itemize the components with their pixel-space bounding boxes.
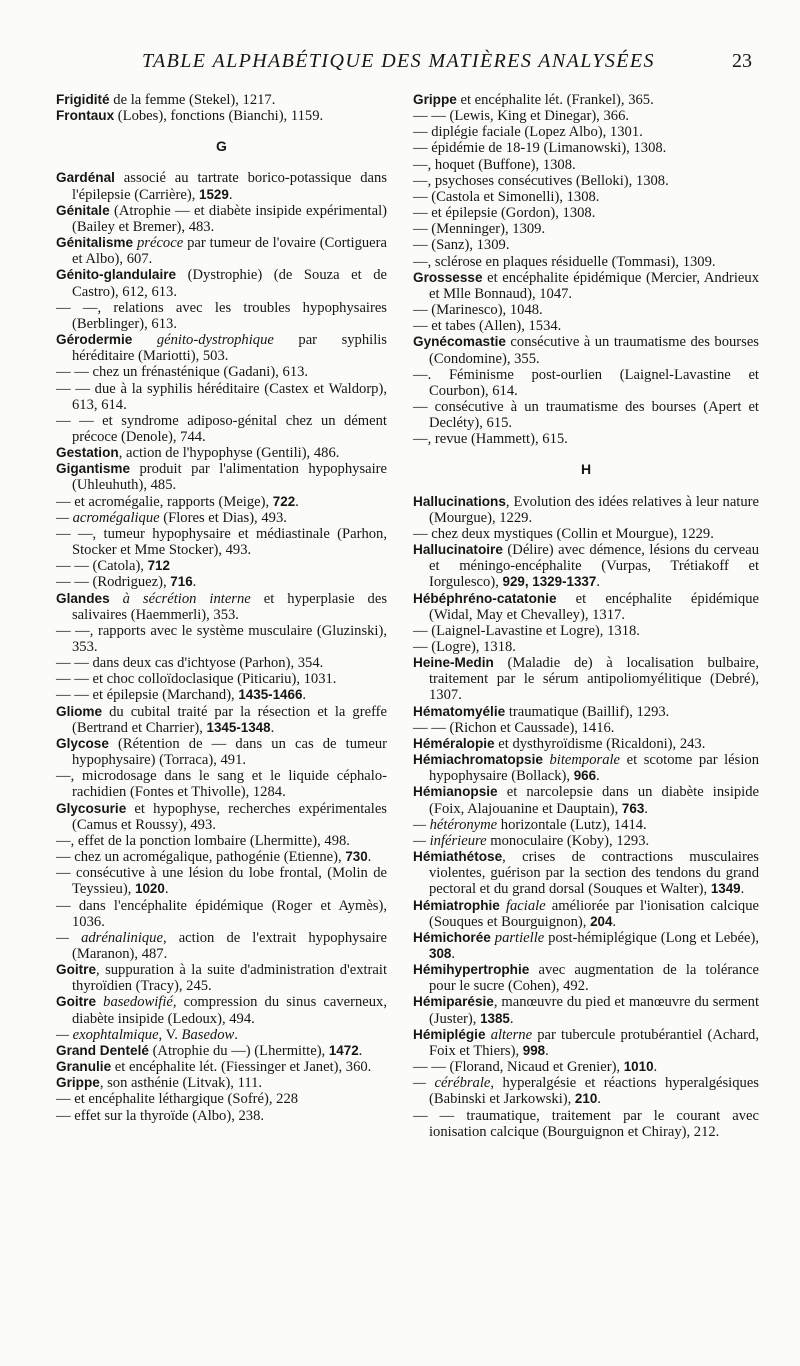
index-entry [56,1091,387,1107]
entry-text: — — (Florand, Nicaud et Grenier), [413,1059,624,1076]
entry-bold-page: 966 [573,768,597,784]
entry-tail: . [509,1010,514,1027]
entry-text: — et tabes (Allen), 1534. [413,318,562,335]
entry-headword: Grippe [56,1075,100,1091]
entry-headword: Frontaux [56,108,115,124]
entry-text: — —, relations avec les troubles hypophysaires (Berblinger), 613. [56,299,387,332]
index-entry [413,157,759,173]
index-entry [56,655,387,671]
entry-text: — (Laignel-Lavastine et Logre), 1318. [413,622,640,639]
entry-tail: . [653,1059,658,1076]
entry-tail: . [451,945,455,962]
entry-headword: Gardénal [56,170,115,186]
entry-bold-page: 1020 [135,881,165,897]
index-entry [56,461,387,493]
entry-headword: Hallucinations [413,493,506,509]
entry-headword: Hémiachromatopsie [413,752,543,768]
entry-text: (Lobes), fonctions (Bianchi), 1159. [114,108,324,125]
entry-headword: Goitre [56,994,97,1010]
index-entry [56,332,387,364]
index-entry [56,1043,387,1059]
entry-bold-page: 204 [590,913,613,929]
index-entry [413,124,759,140]
index-entry [413,494,759,526]
entry-text: — consécutive à une lésion du lobe frontal, (Molin de Teyssieu), [56,865,387,898]
index-entry [56,1027,387,1043]
entry-headword: Hémiplégie [413,1026,486,1042]
entry-italic: — cérébrale [413,1075,491,1092]
entry-text: — — et choc colloïdoclasique (Piticariu), 1031. [56,671,337,688]
entry-tail: . [228,186,233,203]
entry-headword: Glycose [56,735,109,751]
entry-headword: Génitalisme [56,235,134,251]
index-entry [56,1108,387,1124]
index-entry [56,833,387,849]
index-entry [56,962,387,994]
entry-tail: . [295,493,299,510]
entry-text: de la femme (Stekel), 1217. [109,92,276,108]
index-entry [413,784,759,816]
entry-text: associé au tartrate borico-potassique dans l'épilepsie (Carrière), [72,170,387,203]
entry-text: et narcolepsie dans un diabète insipide (Foix, Alajouanine et Dauptain), [429,784,759,817]
running-title: TABLE ALPHABÉTIQUE DES MATIÈRES ANALYSÉES [142,50,655,72]
entry-text: — — dans deux cas d'ichtyose (Parhon), 354. [56,655,324,672]
entry-headword: Gynécomastie [413,334,506,350]
entry-text: — (Sanz), 1309. [413,237,510,254]
entry-headword: Génito-glandulaire [56,267,177,283]
index-entry [413,1108,759,1140]
entry-italic: génito-dystrophique [132,332,274,349]
index-entry [413,752,759,784]
entry-italic: basedowifié [96,994,173,1011]
entry-text: — — (Catola), [56,558,148,575]
index-entry [413,1059,759,1075]
entry-headword: Hémianopsie [413,784,498,800]
entry-text: , manœuvre du pied et manœuvre du serment (Juster), [429,994,759,1027]
entry-bold-page: 308 [429,945,452,961]
index-entry [56,704,387,736]
entry-tail: . [596,768,600,785]
index-entry [56,801,387,833]
index-entry [56,1075,387,1091]
entry-text: , suppuration à la suite d'administration d'extrait thyroïdien (Tracy), 245. [72,962,387,995]
entry-headword: Hémiathétose [413,849,503,865]
entry-headword: Héméralopie [413,735,495,751]
index-entry [413,254,759,270]
entry-headword: Goitre [56,962,97,978]
entry-italic: à sécrétion interne [109,590,251,607]
entry-tail: . [740,881,745,898]
index-entry [413,930,759,962]
entry-bold-page: 1529 [199,186,229,202]
entry-text: et hypophyse, recherches expérimentales (Camus et Roussy), 493. [72,800,387,833]
index-entry [56,108,387,124]
entry-italic: précoce [133,235,184,252]
entry-bold-page: 716 [170,574,193,590]
index-entry [56,736,387,768]
entry-headword: Grippe [413,92,457,107]
index-entry [413,1075,759,1107]
entry-tail: . [270,719,275,736]
entry-text: — (Logre), 1318. [413,639,516,655]
index-entry [413,189,759,205]
entry-text: , compression du sinus caverneux, diabète insipide (Ledoux), 494. [72,994,387,1027]
entry-tail: . [612,913,617,930]
index-entry [413,655,759,703]
entry-text: et encéphalite épidémique (Widal, May et Chevalley), 1317. [429,590,759,623]
entry-text: post-hémiplégique (Long et Lebée), [544,929,759,946]
index-entry [413,833,759,849]
entry-text: — — et syndrome adiposo-génital chez un dément précoce (Denole), 744. [56,412,387,445]
index-entry [413,994,759,1026]
entry-text: —, hoquet (Buffone), 1308. [413,156,576,173]
index-entry [56,623,387,655]
entry-headword: Grand Dentelé [56,1042,149,1058]
entry-italic: — acromégalique [56,509,160,526]
entry-text: et encéphalite épidémique (Mercier, Andrieux et Mlle Bonnaud), 1047. [429,269,759,302]
index-entry [413,237,759,253]
entry-italic: faciale [499,897,546,914]
entry-text: — — (Rodriguez), [56,574,171,591]
entry-text: —, effet de la ponction lombaire (Lhermitte), 498. [56,832,350,849]
entry-text: — consécutive à un traumatisme des bourses (Apert et Decléty), 615. [413,398,759,432]
entry-headword: Hallucinatoire [413,542,503,558]
index-entry [413,367,759,399]
entry-text: (Flores et Dias), 493. [159,509,287,526]
index-entry [56,849,387,865]
entry-tail: . [358,1042,363,1059]
index-entry [56,591,387,623]
index-entry [413,140,759,156]
entry-text: —, microdosage dans le sang et le liquide céphalo-rachidien (Fontes et Thivolle), 1284. [56,768,387,801]
entry-headword: Glycosurie [56,800,127,816]
index-entry [413,817,759,833]
entry-tail: . [234,1026,238,1043]
entry-bold-page: 1472 [328,1042,359,1058]
entry-headword: Gliome [56,703,103,719]
index-entry [413,173,759,189]
index-entry [413,431,759,447]
entry-italic: alterne [485,1026,533,1043]
entry-bold-page: 210 [574,1091,598,1107]
index-entry [56,445,387,461]
entry-text: par syphilis héréditaire (Mariotti), 503. [72,332,387,365]
index-entry [413,639,759,655]
index-entry [56,574,387,590]
entry-headword: Hématomyélie [413,703,506,719]
entry-text: — effet sur la thyroïde (Albo), 238. [56,1107,265,1124]
entry-text: — — (Richon et Caussade), 1416. [413,719,615,736]
entry-text: — —, rapports avec le système musculaire (Gluzinski), 353. [56,622,387,655]
index-entry [56,510,387,526]
entry-tail: . [644,800,648,817]
entry-text: (Rétention de — dans un cas de tumeur hypophysaire) (Torraca), 491. [72,735,387,769]
entry-text: , son asthénie (Litvak), 111. [99,1075,263,1092]
entry-text: —, revue (Hammett), 615. [413,431,568,448]
entry-text: — (Menninger), 1309. [413,221,546,238]
index-entry [413,623,759,639]
entry-text: , hyperalgésie et réactions hyperalgésiques (Babinski et Jarkowski), [429,1075,759,1108]
index-entry [56,994,387,1026]
entry-headword: Hémiatrophie [413,897,500,913]
entry-headword: Génitale [56,202,110,218]
entry-text: du cubital traité par la résection et la greffe (Bertrand et Charrier), [72,703,387,736]
index-entry [413,108,759,124]
entry-bold-page: 712 [147,558,170,574]
index-entry [413,221,759,237]
entry-text: — chez un acromégalique, pathogénie (Etienne), [56,849,346,866]
entry-bold-page: 929, 1329-1337 [502,574,597,590]
entry-text: — — (Lewis, King et Dinegar), 366. [413,108,630,125]
index-entry [413,318,759,334]
index-entry [56,898,387,930]
entry-text: monoculaire (Koby), 1293. [486,832,650,849]
entry-headword: Hémiparésie [413,994,494,1010]
entry-text: et hyperplasie des salivaires (Haemmerli), 353. [72,590,388,623]
entry-tail: . [302,687,307,704]
entry-text: —, sclérose en plaques résiduelle (Tommasi), 1309. [413,253,716,270]
entry-text: et encéphalite lét. (Fiessinger et Janet), 360. [111,1059,372,1076]
entry-text: — et épilepsie (Gordon), 1308. [413,205,596,222]
entry-text: (Atrophie du —) (Lhermitte), [148,1042,329,1059]
index-entry [413,849,759,897]
index-entry [56,687,387,703]
section-letter: H [580,461,592,478]
entry-text: — — chez un frénasténique (Gadani), 613. [56,364,309,381]
entry-tail: . [596,574,600,591]
right-column [413,92,759,1140]
entry-text: — et encéphalite léthargique (Sofré), 228 [56,1091,299,1108]
entry-text: —, psychoses consécutives (Belloki), 1308. [413,172,669,189]
entry-text: produit par l'alimentation hypophysaire (Uhleuhuth), 485. [72,461,387,494]
entry-bold-page: 1435-1466 [238,687,303,703]
index-entry [413,526,759,542]
entry-text: (Dystrophie) (de Souza et de Castro), 612, 613. [72,267,387,300]
entry-text: améliorée par l'ionisation calcique (Souques et Bourguignon), [429,897,759,930]
entry-bold-page: 998 [522,1042,546,1058]
entry-text: par tubercule protubérantiel (Achard, Foix et Thiers), [429,1026,759,1059]
entry-text: — — et épilepsie (Marchand), [56,687,239,704]
entry-tail: . [192,574,197,591]
left-column [56,92,387,1124]
entry-italic: Basedow [181,1026,235,1043]
entry-italic: — adrénalinique [56,929,163,946]
entry-text: — et acromégalie, rapports (Meige), [56,493,273,510]
entry-text: par tumeur de l'ovaire (Cortiguera et Albo), 607. [72,235,387,268]
index-entry [413,542,759,590]
entry-text: et encéphalite lét. (Frankel), 365. [456,92,654,108]
entry-italic: — exophtalmique [56,1026,159,1043]
index-entry [56,267,387,299]
index-entry [56,413,387,445]
index-entry [56,300,387,332]
index-entry [413,302,759,318]
entry-bold-page: 1010 [623,1059,654,1075]
entry-text: et dysthyroïdisme (Ricaldoni), 243. [494,735,706,752]
entry-headword: Gigantisme [56,461,131,477]
index-entry [56,558,387,574]
entry-headword: Hémihypertrophie [413,962,530,978]
entry-text: et scotome par lésion hypophysaire (Bollack), [429,752,759,785]
entry-text: — chez deux mystiques (Collin et Mourgue), 1229. [413,525,714,542]
entry-text: — —, tumeur hypophysaire et médiastinale (Parhon, Stocker et Mme Stocker), 493. [56,525,387,559]
entry-tail: . [545,1042,549,1059]
entry-text: (Atrophie — et diabète insipide expérimental) (Bailey et Bremer), 483. [72,202,387,235]
entry-headword: Gérodermie [56,332,133,348]
index-entry [56,671,387,687]
entry-italic: bitemporale [542,752,621,769]
entry-text: — (Marinesco), 1048. [413,302,543,319]
entry-italic: — hétéronyme [413,816,498,833]
index-entry [413,962,759,994]
page-number: 23 [732,50,752,72]
entry-tail: . [164,881,169,898]
entry-text: — dans l'encéphalite épidémique (Roger et Aymès), 1036. [56,897,387,930]
entry-text: — — due à la syphilis héréditaire (Castex et Waldorp), 613, 614. [56,380,387,413]
index-entry [56,203,387,235]
index-entry [413,704,759,720]
entry-headword: Frigidité [56,92,110,107]
index-entry [56,92,387,108]
entry-bold-page: 1385 [480,1010,510,1026]
entry-italic: — inférieure [413,832,487,849]
entry-tail: . [367,849,372,866]
entry-text: , V. [158,1026,182,1043]
entry-bold-page: 1345-1348 [206,719,271,735]
entry-text: traumatique (Baillif), 1293. [505,703,670,720]
index-entry [413,591,759,623]
index-entry [413,92,759,108]
entry-text: , action de l'extrait hypophysaire (Maranon), 487. [72,929,387,962]
entry-headword: Gestation [56,445,119,461]
entry-text: (Délire) avec démence, lésions du cerveau et méningo-encéphalite (Vurpas, Trétiakoff et Iorgulesco), [429,542,759,591]
entry-headword: Granulie [56,1059,112,1075]
index-entry [56,364,387,380]
index-entry [56,865,387,897]
entry-text: , Evolution des idées relatives à leur nature (Mourgue), 1229. [429,493,759,526]
entry-italic: partielle [490,929,545,946]
entry-headword: Hébéphréno-catatonie [413,590,557,606]
entry-headword: Hémichorée [413,929,491,945]
entry-text: — (Castola et Simonelli), 1308. [413,188,600,205]
running-header [60,50,760,80]
entry-text: (Maladie de) à localisation bulbaire, traitement par le sérum antipoliomyélitique (Debré), 1307. [429,655,759,704]
index-entry [413,736,759,752]
index-entry [56,930,387,962]
index-entry [413,1027,759,1059]
index-entry [413,720,759,736]
entry-text: — — traumatique, traitement par le courant avec ionisation calcique (Bourguignon et Chiray), 212. [413,1107,759,1140]
section-letter: G [216,138,227,155]
entry-text: — épidémie de 18-19 (Limanowski), 1308. [413,140,667,157]
entry-bold-page: 730 [345,849,368,865]
index-entry [56,494,387,510]
entry-text: —. Féminisme post-ourlien (Laignel-Lavastine et Courbon), 614. [413,366,759,399]
index-entry [413,334,759,366]
entry-text: consécutive à un traumatisme des bourses (Condomine), 355. [429,334,759,367]
index-entry [413,205,759,221]
index-entry [56,235,387,267]
entry-text: , action de l'hypophyse (Gentili), 486. [118,445,340,462]
entry-text: , crises de contractions musculaires violentes, guérison par la section des tendons du grand pectoral et du grand dorsal (Souques et Walter), [429,849,759,898]
index-entry [413,898,759,930]
entry-bold-page: 1349 [710,881,741,897]
entry-headword: Heine-Medin [413,655,494,671]
index-entry [413,399,759,431]
index-entry [56,768,387,800]
entry-text: avec augmentation de la tolérance pour le sucre (Cohen), 492. [429,962,759,995]
entry-headword: Glandes [56,590,110,606]
entry-text: horizontale (Lutz), 1414. [497,816,647,833]
index-entry [56,1059,387,1075]
index-entry [413,270,759,302]
index-entry [56,526,387,558]
entry-bold-page: 763 [621,800,645,816]
index-entry [56,170,387,202]
entry-bold-page: 722 [272,493,296,509]
entry-text: — diplégie faciale (Lopez Albo), 1301. [413,124,643,141]
entry-headword: Grossesse [413,269,483,285]
index-entry [56,381,387,413]
entry-tail: . [597,1091,601,1108]
